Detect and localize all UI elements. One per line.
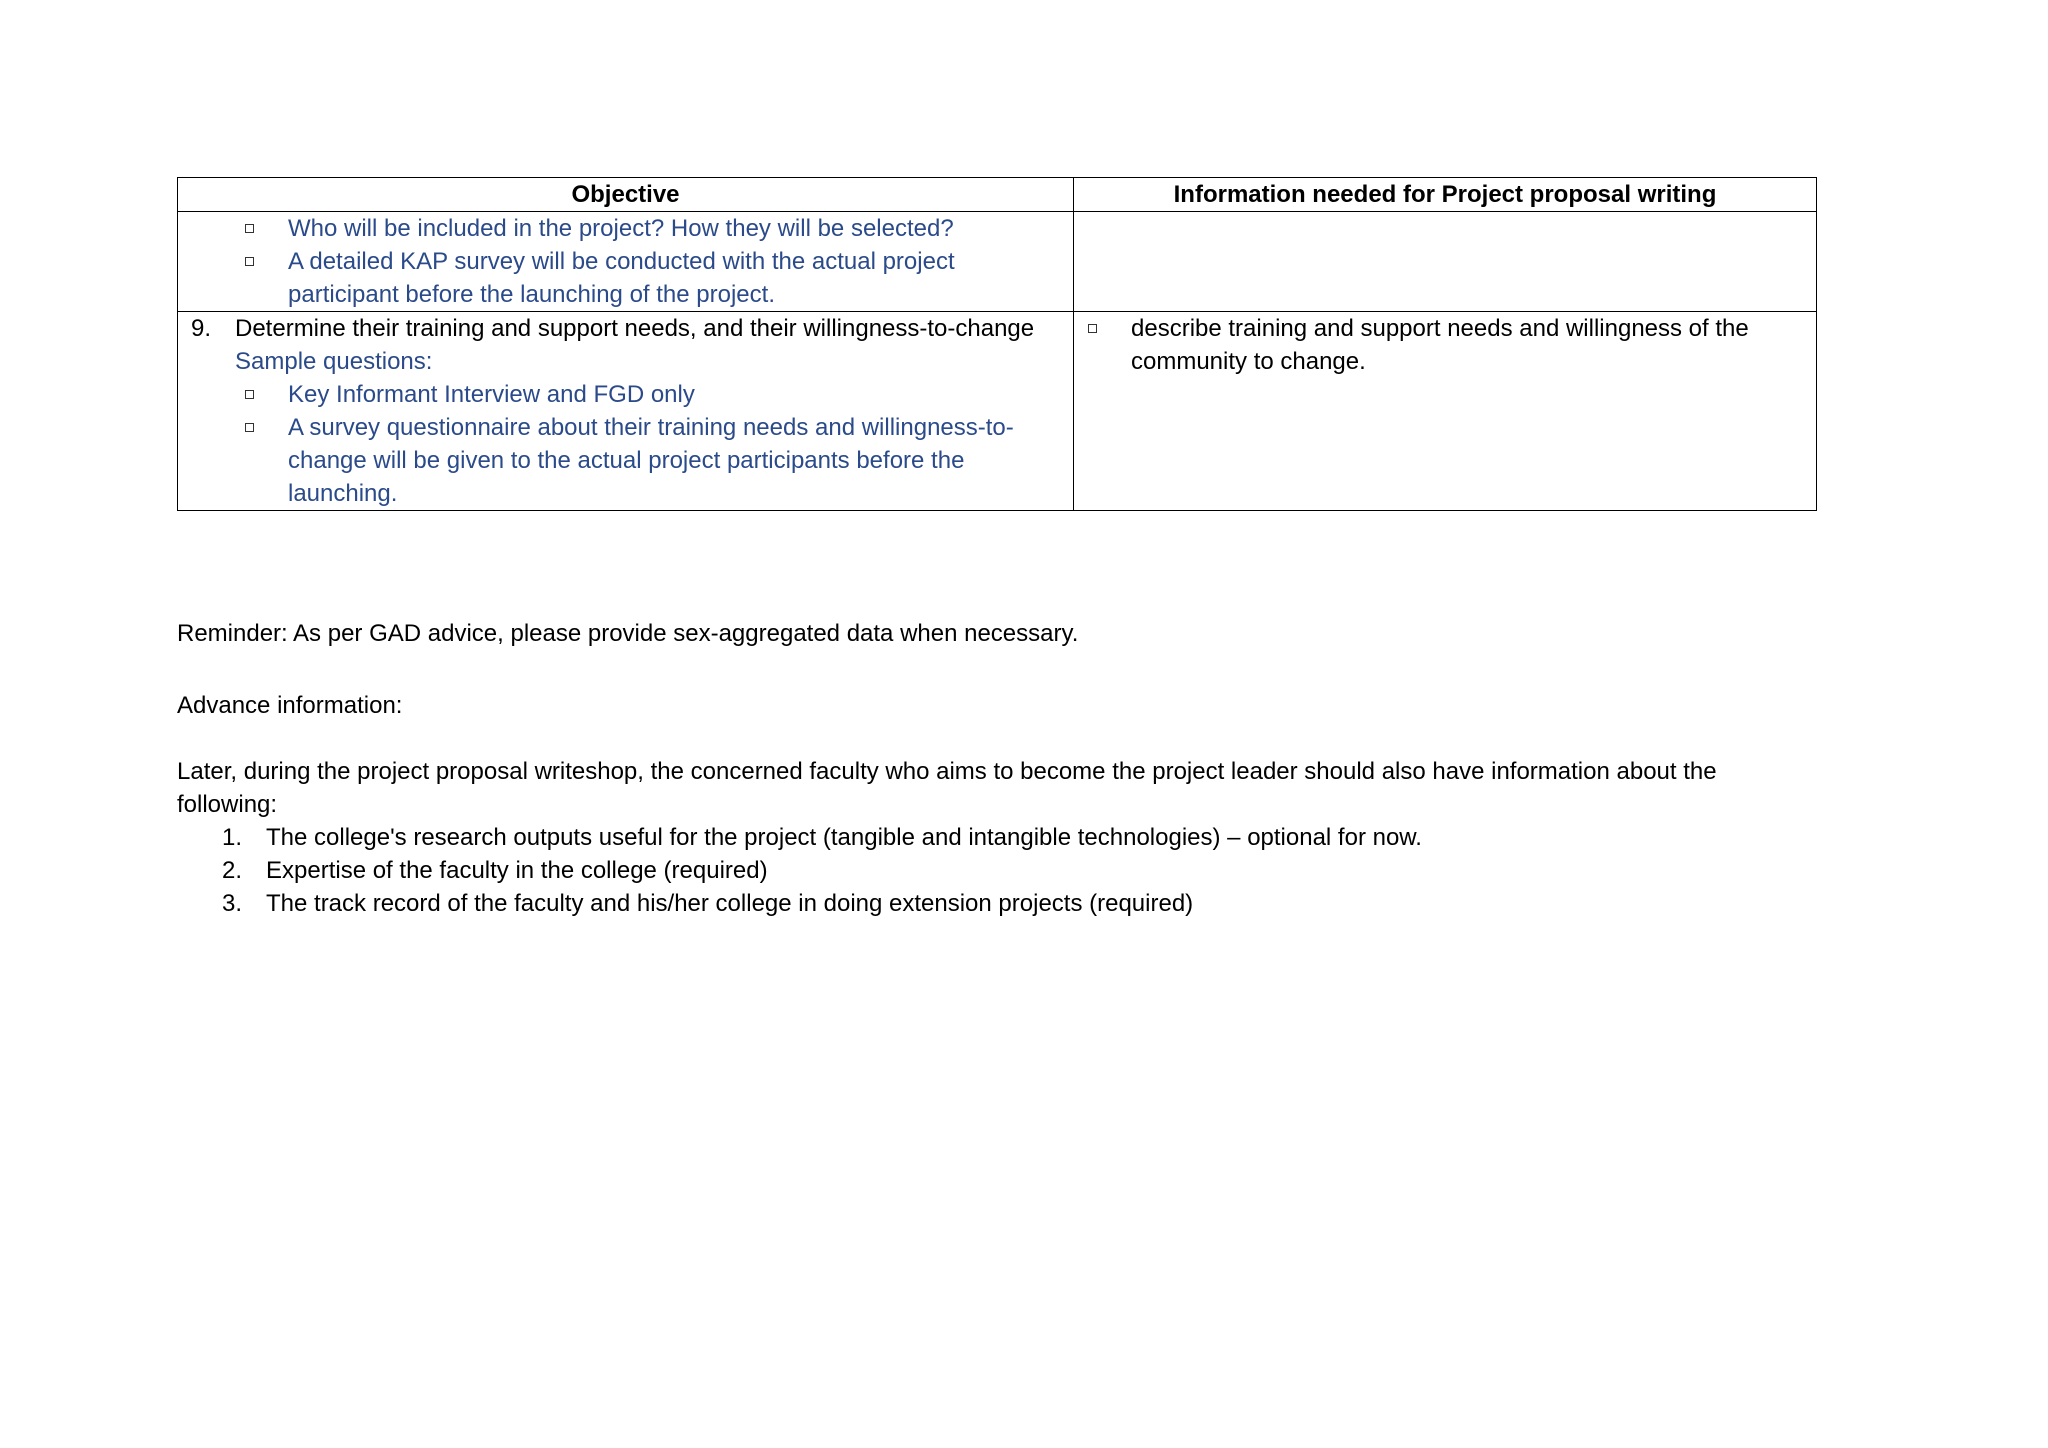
information-cell: [1074, 312, 1817, 511]
advance-intro: Later, during the project proposal writeshop, the concerned faculty who aims to become the project leader should also have information about the following:: [177, 758, 1717, 818]
table-row: [178, 212, 1817, 312]
list-item: [178, 212, 1073, 245]
square-bullet-icon: [245, 390, 254, 399]
list-text: The college's research outputs useful for the project (tangible and intangible technologies) – optional for now.: [266, 824, 1422, 851]
objective-text: Determine their training and support needs, and their willingness-to-change: [235, 315, 1035, 342]
numbered-objective: [178, 312, 1073, 345]
information-cell: [1074, 212, 1817, 312]
square-bullet-icon: [245, 423, 254, 432]
list-text: The track record of the faculty and his/her college in doing extension projects (required): [266, 890, 1194, 917]
list-item: [178, 378, 1073, 411]
objective-cell: [178, 212, 1074, 312]
list-item: [178, 245, 1073, 311]
bullet-text: Who will be included in the project? How they will be selected?: [288, 215, 954, 242]
bullet-text: Key Informant Interview and FGD only: [288, 381, 695, 408]
list-item: [1074, 312, 1816, 378]
objective-table: [177, 177, 1817, 511]
list-text: Expertise of the faculty in the college (required): [266, 857, 768, 884]
square-bullet-icon: [245, 257, 254, 266]
information-text: describe training and support needs and willingness of the community to change.: [1131, 315, 1749, 375]
list-number: 3.: [222, 890, 243, 917]
square-bullet-icon: [1088, 324, 1097, 333]
objective-cell: [178, 312, 1074, 511]
reminder-text: Reminder: As per GAD advice, please provide sex-aggregated data when necessary.: [177, 620, 1079, 647]
table-header-row: [178, 178, 1817, 212]
list-item: [178, 411, 1073, 510]
header-information-needed: Information needed for Project proposal writing: [1074, 178, 1817, 212]
list-number: 2.: [222, 857, 243, 884]
sample-questions-label: Sample questions:: [235, 348, 433, 375]
list-number: 1.: [222, 824, 243, 851]
advance-heading: Advance information:: [177, 692, 403, 719]
objective-number: 9.: [191, 315, 212, 342]
bullet-text: A detailed KAP survey will be conducted with the actual project participant before the launching of the project.: [288, 248, 955, 308]
square-bullet-icon: [245, 224, 254, 233]
table-row: [178, 312, 1817, 511]
bullet-text: A survey questionnaire about their training needs and willingness-to-change will be given to the actual project participants before the launching.: [288, 414, 1014, 507]
header-objective: Objective: [178, 178, 1074, 212]
